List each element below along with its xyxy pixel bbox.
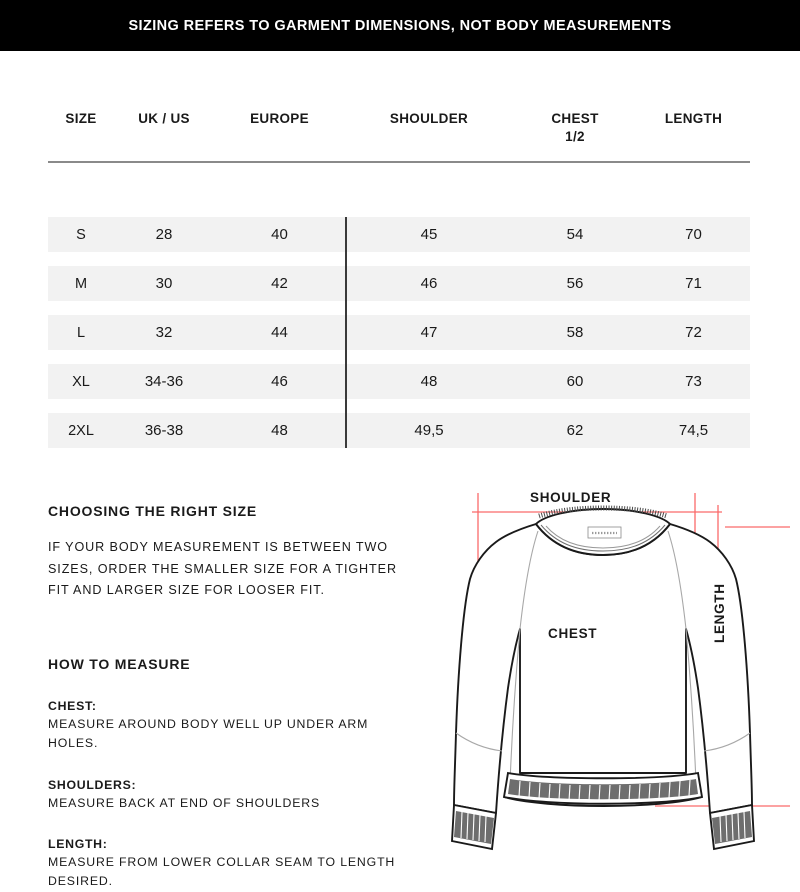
cell-size: L xyxy=(76,324,86,341)
header-banner xyxy=(0,0,800,51)
cell-chest: 60 xyxy=(566,373,584,390)
measure-item-chest xyxy=(48,697,408,754)
bottom-hem xyxy=(504,773,702,806)
cell-europe: 40 xyxy=(271,226,288,243)
table-row xyxy=(48,364,750,399)
size-table xyxy=(48,100,750,146)
garment-diagram xyxy=(440,483,790,873)
measure-item-shoulders xyxy=(48,776,408,813)
column-header-europe: EUROPE xyxy=(250,111,309,126)
cell-shoulder: 45 xyxy=(420,226,438,243)
cell-length: 70 xyxy=(685,226,702,243)
cell-shoulder: 49,5 xyxy=(414,422,444,439)
measure-label-chest: CHEST: xyxy=(48,698,97,713)
column-header-chest-line2: 1/2 xyxy=(565,129,585,145)
how-to-measure-title: HOW TO MEASURE xyxy=(48,655,191,672)
body-and-sleeves xyxy=(454,524,752,813)
column-header-chest xyxy=(513,100,637,146)
cell-size: 2XL xyxy=(68,422,94,439)
measure-text-shoulders: MEASURE BACK AT END OF SHOULDERS xyxy=(48,795,321,810)
cell-size: M xyxy=(74,275,88,292)
table-body xyxy=(48,217,750,462)
table-vertical-divider xyxy=(345,217,347,448)
column-header-uk-us: UK / US xyxy=(138,111,190,126)
cell-chest: 56 xyxy=(566,275,584,292)
cell-shoulder: 48 xyxy=(420,373,438,390)
column-header-chest-line1: CHEST xyxy=(551,111,599,126)
table-row xyxy=(48,266,750,301)
cell-europe: 48 xyxy=(271,422,288,439)
right-cuff xyxy=(710,805,754,849)
table-header-row xyxy=(48,100,750,146)
measure-item-length xyxy=(48,835,408,892)
cell-size: S xyxy=(76,226,86,243)
cell-uk-us: 32 xyxy=(155,324,173,341)
column-header-length: LENGTH xyxy=(664,111,723,126)
cell-size: XL xyxy=(72,373,90,390)
table-row xyxy=(48,315,750,350)
left-cuff xyxy=(452,805,496,849)
cell-chest: 54 xyxy=(566,226,584,243)
cell-shoulder: 46 xyxy=(420,275,438,292)
banner-text: SIZING REFERS TO GARMENT DIMENSIONS, NOT BODY MEASUREMENTS xyxy=(128,17,672,34)
cell-uk-us: 34-36 xyxy=(144,373,184,390)
shoulder-dimension-label: SHOULDER xyxy=(530,490,612,505)
length-dimension-label: LENGTH xyxy=(712,583,727,643)
cell-length: 71 xyxy=(685,275,702,292)
column-header-size: SIZE xyxy=(65,111,97,126)
measure-text-chest: MEASURE AROUND BODY WELL UP UNDER ARM HOLES. xyxy=(48,717,369,751)
cell-europe: 46 xyxy=(271,373,288,390)
sweatshirt-illustration xyxy=(440,483,790,873)
table-header-rule xyxy=(48,161,750,163)
cell-europe: 42 xyxy=(271,275,288,292)
cell-shoulder: 47 xyxy=(420,324,438,341)
chest-dimension-label: CHEST xyxy=(548,626,598,641)
choosing-size-title: CHOOSING THE RIGHT SIZE xyxy=(48,503,257,519)
cell-uk-us: 36-38 xyxy=(144,422,184,439)
info-column xyxy=(48,503,408,892)
cell-length: 73 xyxy=(685,373,702,390)
cell-chest: 58 xyxy=(566,324,584,341)
measure-text-length: MEASURE FROM LOWER COLLAR SEAM TO LENGTH DESIRED. xyxy=(48,855,396,889)
cell-length: 72 xyxy=(685,324,702,341)
brand-label xyxy=(588,527,621,538)
measure-label-shoulders: SHOULDERS: xyxy=(48,777,137,792)
cell-uk-us: 28 xyxy=(155,226,173,243)
cell-chest: 62 xyxy=(566,422,584,439)
garment-outline xyxy=(454,524,752,813)
cell-europe: 44 xyxy=(271,324,288,341)
table-row xyxy=(48,217,750,252)
cell-length: 74,5 xyxy=(678,422,709,439)
choosing-size-body: IF YOUR BODY MEASUREMENT IS BETWEEN TWO SIZES, ORDER THE SMALLER SIZE FOR A TIGHTER FIT AND LARGER SIZE FOR LOOSER FIT. xyxy=(48,540,397,598)
measure-label-length: LENGTH: xyxy=(48,836,108,851)
column-header-shoulder: SHOULDER xyxy=(389,111,469,126)
cell-uk-us: 30 xyxy=(155,275,173,292)
table-row xyxy=(48,413,750,448)
